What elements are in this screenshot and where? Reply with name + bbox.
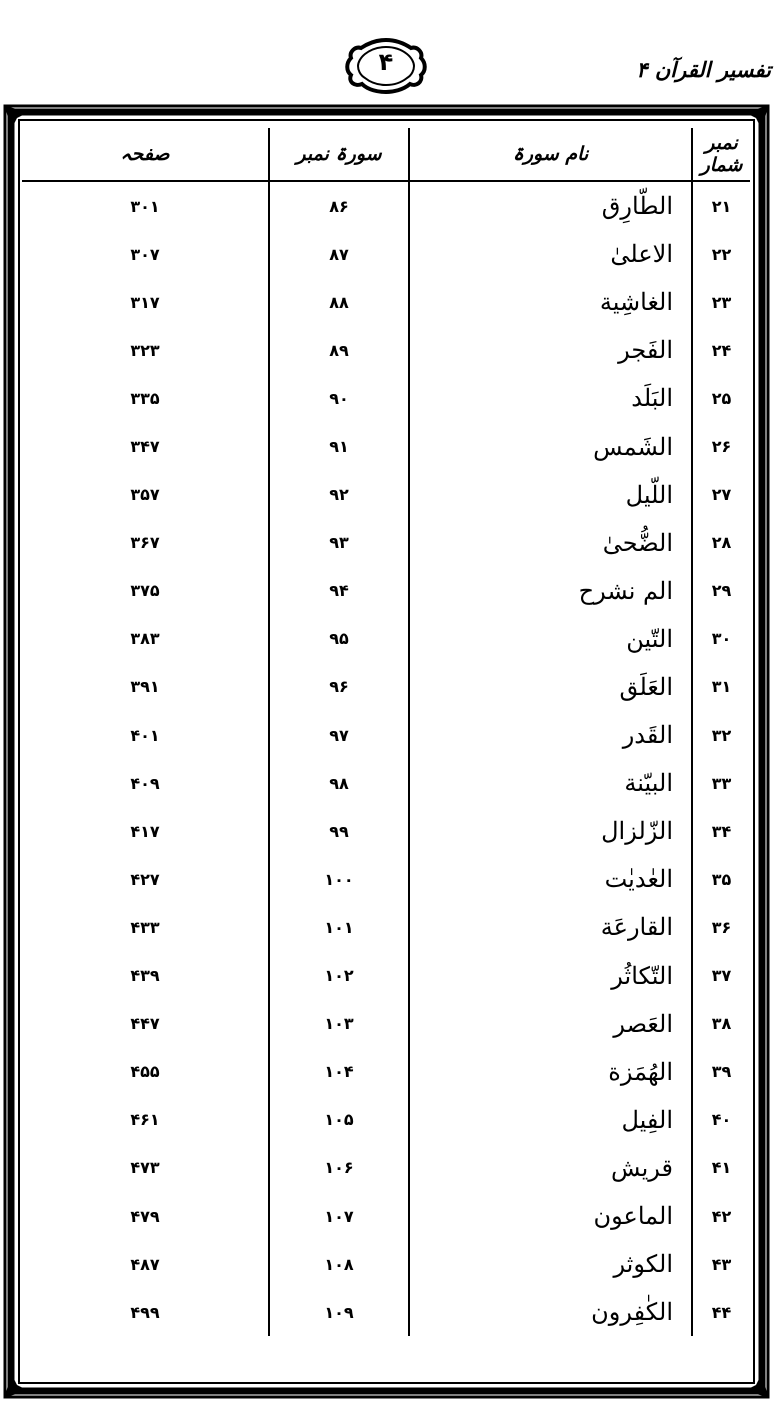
- table-row: [22, 855, 750, 903]
- cell-page-number: ۴۵۵: [130, 1062, 160, 1082]
- cell-serial: ۳۹: [692, 1048, 750, 1096]
- cell-serial: ۴۳: [692, 1240, 750, 1288]
- table-row: [22, 519, 750, 567]
- table-row: [22, 952, 750, 1000]
- page-header: [0, 0, 779, 105]
- cell-surah-number: ۸۷: [269, 230, 409, 278]
- cell-surah-name: التّکاثُر: [409, 952, 692, 1000]
- cell-surah-name: قریش: [409, 1144, 692, 1192]
- cell-page-number: ۴۷۳: [130, 1158, 160, 1178]
- cell-serial: ۲۲: [692, 230, 750, 278]
- cell-surah-name: الزّلزال: [409, 807, 692, 855]
- cell-surah-name: القَدر: [409, 711, 692, 759]
- cell-page-number: ۳۱۷: [130, 292, 160, 312]
- page-number-cartouche: [345, 38, 427, 94]
- cell-surah-name: الهُمَزة: [409, 1048, 692, 1096]
- cell-surah-number: ۹۲: [269, 471, 409, 519]
- column-header-number: سورۃ نمبر: [269, 128, 409, 181]
- table-row: [22, 759, 750, 807]
- cell-surah-name: البَلَد: [409, 374, 692, 422]
- cell-serial: ۳۱: [692, 663, 750, 711]
- cell-surah-name: الفِیل: [409, 1096, 692, 1144]
- cell-surah-number: ۸۹: [269, 326, 409, 374]
- table-row: [22, 903, 750, 951]
- table-row: [22, 1096, 750, 1144]
- cell-page-number: ۴۲۷: [130, 869, 160, 889]
- cell-serial: ۲۹: [692, 567, 750, 615]
- cell-serial: ۳۳: [692, 759, 750, 807]
- cell-surah-name: الاعلیٰ: [409, 230, 692, 278]
- cell-serial: ۴۲: [692, 1192, 750, 1240]
- cell-surah-number: ۹۵: [269, 615, 409, 663]
- cell-page-number: ۴۶۱: [130, 1110, 160, 1130]
- cell-surah-name: الکوثر: [409, 1240, 692, 1288]
- cell-page-number: ۴۷۹: [130, 1206, 160, 1226]
- table-header-row: [22, 128, 750, 181]
- cell-serial: ۴۰: [692, 1096, 750, 1144]
- cell-surah-number: ۱۰۳: [269, 1000, 409, 1048]
- cell-page-number: ۴۱۷: [130, 821, 160, 841]
- column-header-serial: نمبر شمار: [692, 128, 750, 181]
- cell-surah-number: ۸۸: [269, 278, 409, 326]
- cell-page-number: ۳۵۷: [130, 485, 160, 505]
- cell-surah-number: ۹۰: [269, 374, 409, 422]
- table-row: [22, 567, 750, 615]
- cell-serial: ۳۲: [692, 711, 750, 759]
- cell-serial: ۲۵: [692, 374, 750, 422]
- cell-serial: ۲۱: [692, 181, 750, 230]
- cell-serial: ۲۶: [692, 422, 750, 470]
- cell-surah-number: ۱۰۵: [269, 1096, 409, 1144]
- cell-page-number: ۴۸۷: [130, 1254, 160, 1274]
- cell-serial: ۳۵: [692, 855, 750, 903]
- cell-page-number: ۳۹۱: [130, 677, 160, 697]
- table-row: [22, 711, 750, 759]
- table-row: [22, 422, 750, 470]
- cell-surah-name: القارعَة: [409, 903, 692, 951]
- running-head: تفسیر القرآن ۴: [636, 58, 771, 82]
- table-row: [22, 663, 750, 711]
- cell-page-number: ۴۰۱: [130, 725, 160, 745]
- table-row: [22, 807, 750, 855]
- column-header-name: نام سورۃ: [409, 128, 692, 181]
- cell-surah-number: ۱۰۱: [269, 903, 409, 951]
- cell-page-number: ۴۰۹: [130, 773, 160, 793]
- cell-serial: ۲۷: [692, 471, 750, 519]
- cell-surah-number: ۱۰۲: [269, 952, 409, 1000]
- cell-serial: ۲۴: [692, 326, 750, 374]
- cell-surah-name: الغاشِیة: [409, 278, 692, 326]
- surah-index-table: [22, 128, 750, 1382]
- cell-serial: ۳۴: [692, 807, 750, 855]
- table-row: [22, 1048, 750, 1096]
- cell-surah-number: ۹۹: [269, 807, 409, 855]
- cell-surah-number: ۹۱: [269, 422, 409, 470]
- table-row: [22, 278, 750, 326]
- cell-surah-number: ۹۶: [269, 663, 409, 711]
- cell-page-number: ۴۳۳: [130, 917, 160, 937]
- cell-serial: ۳۷: [692, 952, 750, 1000]
- cell-surah-number: ۱۰۷: [269, 1192, 409, 1240]
- table-row: [22, 1240, 750, 1288]
- table-row: [22, 374, 750, 422]
- cell-page-number: ۳۷۵: [130, 581, 160, 601]
- cell-page-number: ۴۹۹: [130, 1302, 160, 1322]
- cell-surah-name: البیّنة: [409, 759, 692, 807]
- cell-page-number: ۴۴۷: [130, 1014, 160, 1034]
- cell-page-number: ۳۲۳: [130, 340, 160, 360]
- cell-surah-name: الماعون: [409, 1192, 692, 1240]
- cell-surah-name: العَصر: [409, 1000, 692, 1048]
- cell-surah-number: ۱۰۹: [269, 1288, 409, 1336]
- table-row: [22, 471, 750, 519]
- cell-surah-number: ۸۶: [269, 181, 409, 230]
- cell-serial: ۳۶: [692, 903, 750, 951]
- table-row: [22, 1192, 750, 1240]
- cell-surah-name: الشَمس: [409, 422, 692, 470]
- cell-surah-number: ۱۰۸: [269, 1240, 409, 1288]
- cell-surah-number: ۹۳: [269, 519, 409, 567]
- cell-surah-name: الطّارِق: [409, 181, 692, 230]
- table-row: [22, 326, 750, 374]
- cell-serial: ۲۸: [692, 519, 750, 567]
- cell-surah-name: الکٰفِرون: [409, 1288, 692, 1336]
- cell-serial: ۴۴: [692, 1288, 750, 1336]
- cell-surah-number: ۱۰۴: [269, 1048, 409, 1096]
- table-row: [22, 1288, 750, 1336]
- cell-surah-number: ۹۷: [269, 711, 409, 759]
- cell-page-number: ۳۰۷: [130, 244, 160, 264]
- cell-surah-number: ۹۴: [269, 567, 409, 615]
- cell-surah-name: الم نشرح: [409, 567, 692, 615]
- cell-page-number: ۳۴۷: [130, 437, 160, 457]
- page-number: ۴: [378, 48, 394, 76]
- cell-surah-name: العٰدیٰت: [409, 855, 692, 903]
- cell-page-number: ۳۶۷: [130, 533, 160, 553]
- cell-page-number: ۳۰۱: [130, 196, 160, 216]
- table-row: [22, 1144, 750, 1192]
- cell-surah-number: ۱۰۰: [269, 855, 409, 903]
- cell-page-number: ۳۸۳: [130, 629, 160, 649]
- cell-serial: ۳۰: [692, 615, 750, 663]
- table-row: [22, 181, 750, 230]
- cell-page-number: ۳۳۵: [130, 388, 160, 408]
- table-row: [22, 615, 750, 663]
- cell-surah-name: اللّیل: [409, 471, 692, 519]
- cell-page-number: ۴۳۹: [130, 966, 160, 986]
- cell-surah-name: الفَجر: [409, 326, 692, 374]
- table-row: [22, 230, 750, 278]
- cell-surah-name: الضُّحیٰ: [409, 519, 692, 567]
- cell-surah-number: ۱۰۶: [269, 1144, 409, 1192]
- cell-surah-name: العَلَق: [409, 663, 692, 711]
- cell-serial: ۴۱: [692, 1144, 750, 1192]
- table-row: [22, 1000, 750, 1048]
- cell-surah-number: ۹۸: [269, 759, 409, 807]
- cell-surah-name: التّین: [409, 615, 692, 663]
- column-header-page: صفحہ: [22, 128, 269, 181]
- cell-serial: ۳۸: [692, 1000, 750, 1048]
- cell-serial: ۲۳: [692, 278, 750, 326]
